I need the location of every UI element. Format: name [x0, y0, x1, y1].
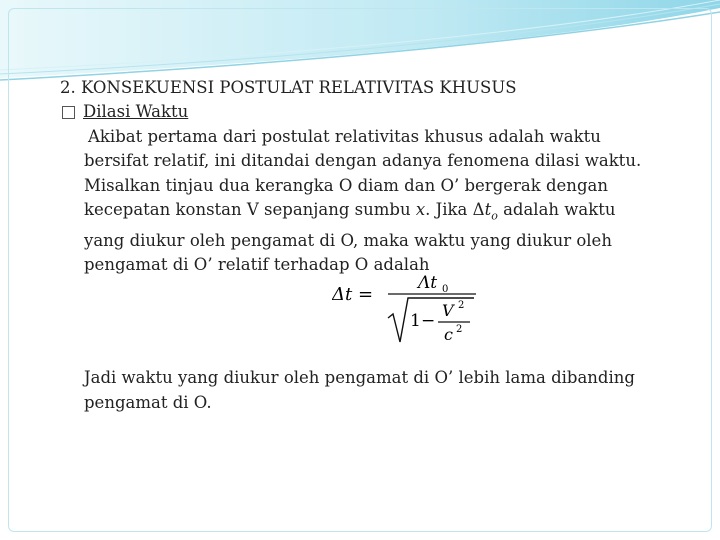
slide-heading: 2. KONSEKUENSI POSTULAT RELATIVITAS KHUSUS: [60, 78, 517, 97]
axis-variable: x: [415, 200, 426, 219]
formula-one: 1: [410, 311, 421, 331]
body-paragraph: [84, 125, 674, 278]
para-line-3: Misalkan tinjau dua kerangka O diam dan O’ bergerak dengan: [84, 175, 608, 195]
bullet-item: [60, 100, 700, 125]
para-line-1: Akibat pertama dari postulat relativitas khusus adalah waktu: [88, 126, 601, 146]
para-line-4-end: adalah waktu: [497, 200, 616, 219]
formula-c-exp: 2: [456, 324, 463, 335]
formula-v: V: [442, 301, 454, 320]
formula-v-exp: 2: [458, 300, 465, 311]
para-line-4: [84, 198, 674, 229]
para-line-4-start: kecepatan konstan V sepanjang sumbu: [84, 200, 416, 219]
para-line-6: pengamat di O’ relatif terhadap O adalah: [84, 255, 430, 275]
conclusion-line-2: pengamat di O.: [84, 392, 212, 412]
slide-content: [60, 76, 700, 278]
para-line-2: bersifat relatif, ini ditandai dengan adanya fenomena dilasi waktu.: [84, 151, 642, 170]
formula-c: c: [444, 325, 453, 344]
formula-numerator-sub: 0: [442, 284, 449, 295]
time-subscript: o: [491, 209, 498, 223]
para-line-4-mid: . Jika: [425, 200, 473, 219]
formula-numerator: Λt: [418, 273, 438, 293]
time-dilation-formula: [332, 270, 482, 350]
time-variable: t: [484, 200, 492, 219]
square-bullet-icon: [62, 106, 75, 119]
formula-minus: −: [421, 311, 436, 331]
formula-lhs: Δt =: [332, 284, 374, 305]
conclusion-line-1: Jadi waktu yang diukur oleh pengamat di O’ lebih lama dibanding: [84, 368, 635, 387]
delta-symbol: Δ: [472, 200, 485, 219]
conclusion-paragraph: [84, 366, 684, 415]
para-line-5: yang diukur oleh pengamat di O, maka waktu yang diukur oleh: [84, 230, 612, 250]
subtitle: Dilasi Waktu: [83, 102, 189, 121]
